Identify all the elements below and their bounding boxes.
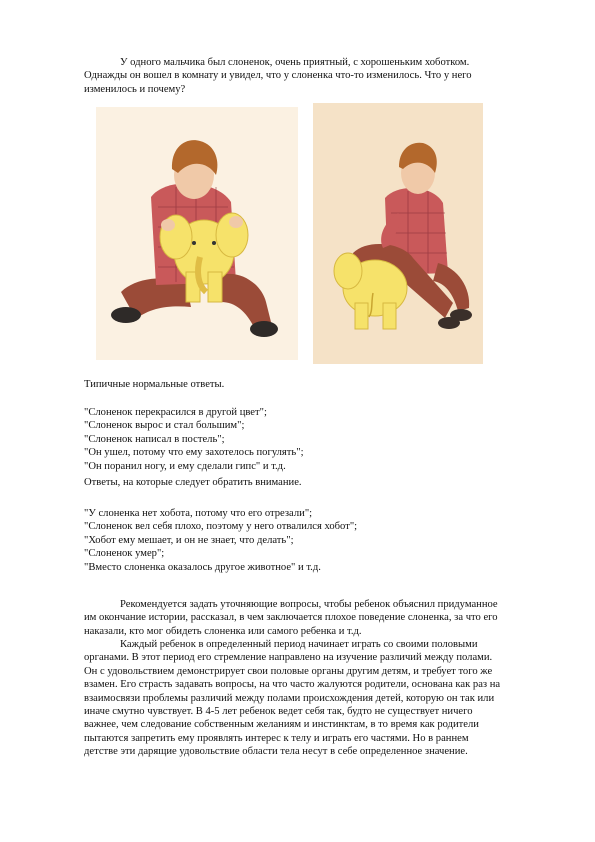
list-item: "Слоненок умер"; <box>84 548 165 560</box>
paragraph-line: иначе смутно чувствует. В 4-5 лет ребенок ведет себя так, будто не существует ничего <box>84 706 473 718</box>
list-item: "Слоненок вырос и стал большим"; <box>84 420 245 432</box>
illustration-boy-with-elephant <box>96 107 298 360</box>
paragraph-clarifying-questions <box>84 598 560 638</box>
paragraph-line: Он с удовольствием демонстрирует свои половые органы другим детям, и требует того же <box>84 665 493 677</box>
list-item: "У слоненка нет хобота, потому что его отрезали"; <box>84 508 313 519</box>
intro-line: изменилось и почему? <box>84 83 186 95</box>
list-item: "Слоненок перекрасился в другой цвет"; <box>84 407 267 418</box>
paragraph-line: Рекомендуется задать уточняющие вопросы, чтобы ребенок объяснил придуманное <box>120 599 498 610</box>
paragraph-line: пытаются запретить ему проявлять интерес к телу и играть его частями. Но в раннем <box>84 732 469 744</box>
intro-line: У одного мальчика был слоненок, очень приятный, с хорошеньким хоботком. <box>120 57 470 68</box>
boy-with-elephant-trunk-icon <box>96 107 298 360</box>
paragraph-line: Каждый ребенок в определенный период начинает играть со своими половыми <box>120 639 478 650</box>
section-normal-title: Типичные нормальные ответы. <box>84 379 225 390</box>
list-item: "Хобот ему мешает, и он не знает, что делать"; <box>84 534 294 546</box>
illustration-boy-with-elephant-back <box>313 103 483 364</box>
list-item: "Вместо слоненка оказалось другое животное" и т.д. <box>84 561 321 573</box>
list-item: "Слоненок вел себя плохо, поэтому у него отвалился хобот"; <box>84 521 358 533</box>
intro-line: Однажды он вошел в комнату и увидел, что у слоненка что-то изменилось. Что у него <box>84 70 472 82</box>
list-item: "Слоненок написал в постель"; <box>84 433 225 445</box>
paragraph-line: органами. В этот период его стремление направлено на изучение различий между полами. <box>84 652 493 664</box>
paragraph-development <box>84 638 560 759</box>
boy-with-elephant-no-trunk-icon <box>313 103 483 364</box>
list-item: "Он поранил ногу, и ему сделали гипс" и т.д. <box>84 460 286 472</box>
normal-answers-list <box>84 406 560 473</box>
paragraph-line: наказали, кто мог обидеть слоненка или самого ребенка и т.д. <box>84 625 362 637</box>
intro-paragraph <box>84 56 560 96</box>
paragraph-line: им окончание истории, рассказал, в чем заключается плохое поведение слоненка, за что его <box>84 612 498 624</box>
section-attention-title: Ответы, на которые следует обратить внимание. <box>84 477 302 488</box>
paragraph-line: детстве эти дарящие удовольствие области тела несут в себе определенное значение. <box>84 746 468 758</box>
list-item: "Он ушел, потому что ему захотелось погулять"; <box>84 447 304 459</box>
attention-answers-list <box>84 507 560 574</box>
paragraph-line: взаимосвязи проблемы различий между полами происхождения детей, которую он так или <box>84 692 495 704</box>
paragraph-line: взамен. Его страсть задавать вопросы, на что часто жалуются родители, основана как раз на <box>84 679 501 691</box>
paragraph-line: важнее, чем следование собственным желаниям и инстинктам, в то время как родители <box>84 719 479 731</box>
